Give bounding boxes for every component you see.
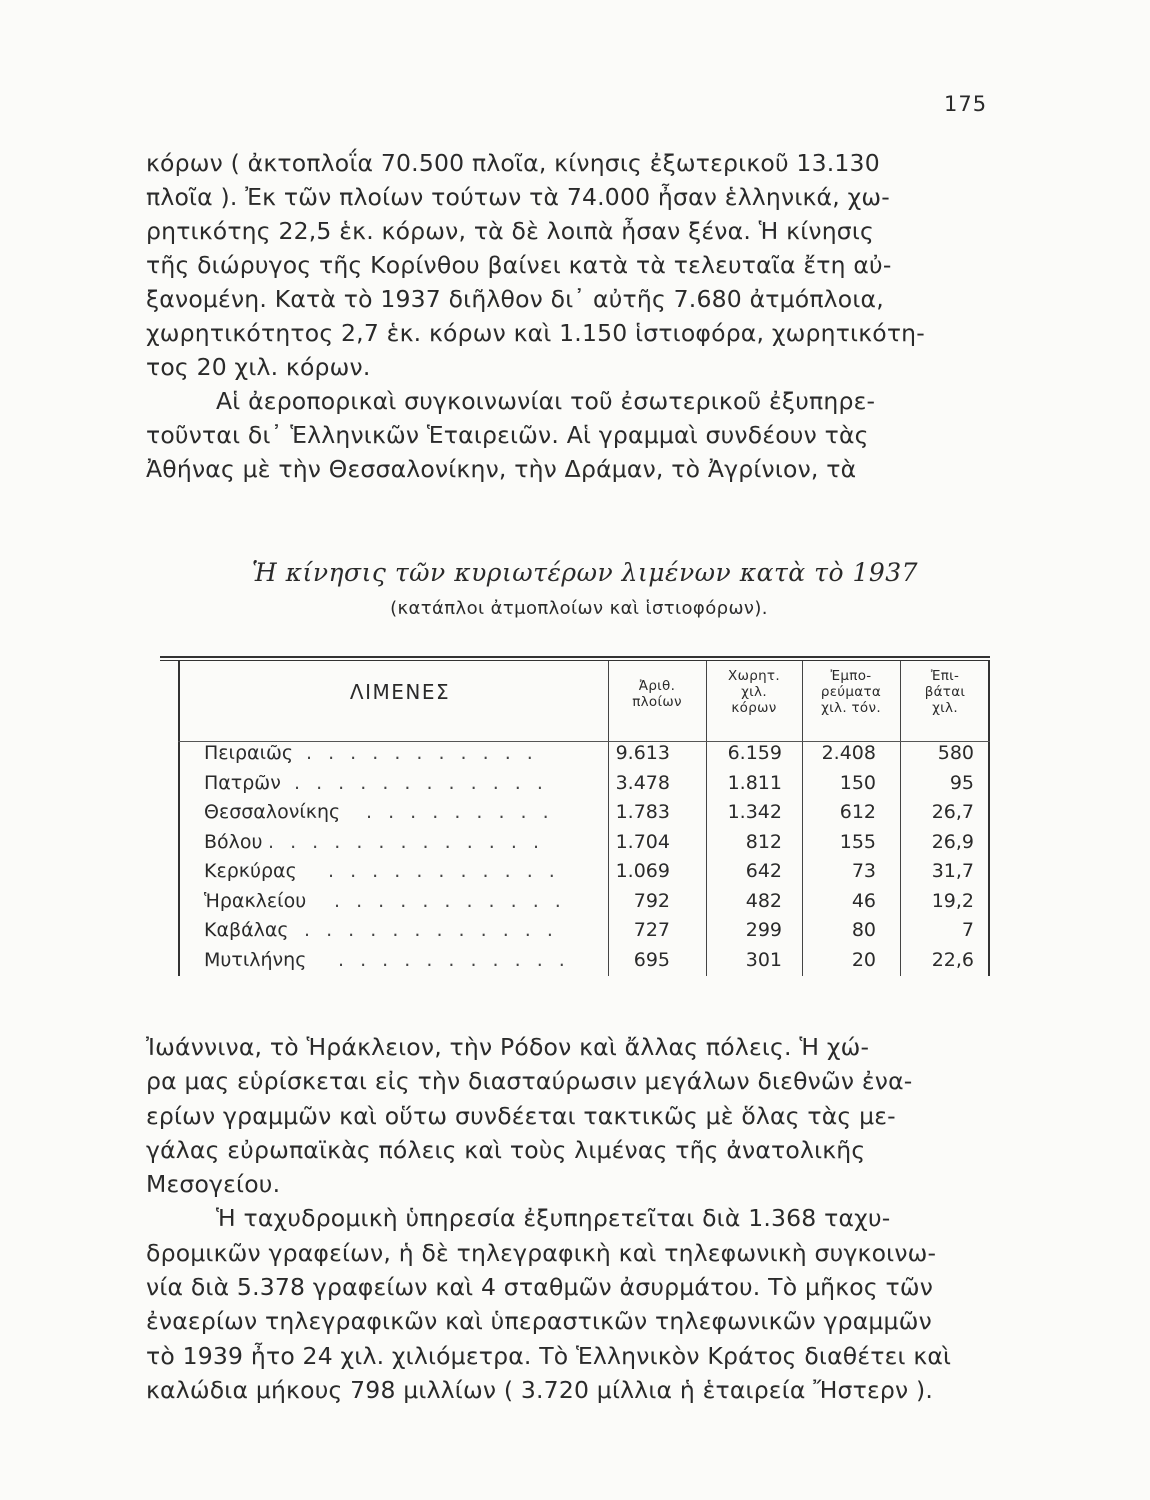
- passengers-value: 26,7: [931, 801, 974, 823]
- header-passengers: Ἐπι- βάται χιλ.: [924, 668, 966, 716]
- port-name: Πειραιῶς: [204, 742, 294, 764]
- port-name: Ἡρακλείου: [204, 889, 307, 912]
- ships-value: 727: [633, 919, 670, 941]
- header-goods: Ἐμπο- ρεύματα χιλ. τόν.: [820, 668, 882, 716]
- ships-value: 1.704: [615, 830, 670, 853]
- capacity-value: 301: [745, 948, 782, 971]
- table-subtitle: (κατάπλοι ἀτμοπλοίων καὶ ἱστιοφόρων).: [390, 598, 768, 619]
- goods-value: 73: [851, 860, 876, 882]
- table-row: [178, 919, 990, 949]
- capacity-value: 299: [745, 919, 782, 941]
- goods-value: 155: [839, 830, 876, 853]
- table-row: [178, 831, 990, 861]
- table-row: [178, 772, 990, 802]
- text-line: Αἱ ἀεροπορικαὶ συγκοινωνίαι τοῦ ἐσωτερικοῦ ἐξυπηρε-: [216, 387, 876, 415]
- text-line: ερίων γραμμῶν καὶ οὕτω συνδέεται τακτικῶς μὲ ὅλας τὰς με-: [146, 1101, 896, 1130]
- goods-value: 150: [839, 771, 876, 794]
- port-name: Πατρῶν: [204, 771, 281, 794]
- text-line: δρομικῶν γραφείων, ἡ δὲ τηλεγραφικὴ καὶ τηλεφωνικὴ συγκοινω-: [146, 1238, 937, 1267]
- leader-dots: . . . . . . . . . . . .: [294, 771, 548, 794]
- table-row: [178, 742, 990, 772]
- capacity-value: 812: [745, 830, 782, 853]
- passengers-value: 26,9: [931, 830, 974, 853]
- table-row: [178, 949, 990, 979]
- text-line: τοῦνται δι᾽ Ἑλληνικῶν Ἑταιρειῶν. Αἱ γραμμαὶ συνδέουν τὰς: [146, 421, 869, 449]
- ships-value: 3.478: [615, 771, 670, 794]
- header-ports: ΛΙΜΕΝΕΣ: [349, 680, 451, 704]
- goods-value: 2.408: [821, 742, 876, 764]
- ships-value: 9.613: [615, 742, 670, 764]
- table-title: Ἡ κίνησις τῶν κυριωτέρων λιμένων κατὰ τὸ 1937: [251, 558, 919, 587]
- ships-value: 1.783: [615, 801, 670, 823]
- header-ships: Ἀριθ. πλοίων: [632, 678, 682, 710]
- passengers-value: 7: [961, 919, 974, 941]
- text-line: ξανομένη. Κατὰ τὸ 1937 διῆλθον δι᾽ αὐτῆς 7.680 ἀτμόπλοια,: [146, 285, 884, 313]
- leader-dots: . . . . . . . . . . . .: [304, 919, 558, 941]
- passengers-value: 31,7: [931, 860, 974, 882]
- text-line: γάλας εὐρωπαϊκὰς πόλεις καὶ τοὺς λιμένας τῆς ἀνατολικῆς: [146, 1135, 866, 1164]
- leader-dots: . . . . . . . . .: [366, 801, 554, 823]
- capacity-value: 6.159: [727, 742, 782, 764]
- passengers-value: 580: [937, 742, 974, 764]
- capacity-value: 642: [745, 860, 782, 882]
- goods-value: 80: [851, 919, 876, 941]
- leader-dots: . . . . . . . . . . .: [338, 948, 570, 971]
- paragraph-top: [146, 146, 1010, 486]
- text-line: κόρων ( ἀκτοπλοΐα 70.500 πλοῖα, κίνησις ἐξωτερικοῦ 13.130: [146, 149, 880, 177]
- port-name: Θεσσαλονίκης: [204, 801, 341, 823]
- ships-value: 695: [633, 948, 670, 971]
- capacity-value: 1.342: [727, 801, 782, 823]
- text-line: Μεσογείου.: [146, 1170, 281, 1199]
- text-line: καλώδια μήκους 798 μιλλίων ( 3.720 μίλλια ἡ ἑταιρεία Ἤστερν ).: [146, 1375, 934, 1404]
- text-line: ρητικότης 22,5 ἑκ. κόρων, τὰ δὲ λοιπὰ ἦσαν ξένα. Ἡ κίνησις: [146, 217, 875, 245]
- text-line: ἐναερίων τηλεγραφικῶν καὶ ὑπεραστικῶν τηλεφωνικῶν γραμμῶν: [146, 1307, 932, 1336]
- leader-dots: . . . . . . . . . . .: [334, 889, 566, 912]
- passengers-value: 22,6: [931, 948, 974, 971]
- port-name: Βόλου: [204, 830, 263, 853]
- leader-dots: . . . . . . . . . . .: [328, 860, 560, 882]
- text-line: νία διὰ 5.378 γραφείων καὶ 4 σταθμῶν ἀσυρμάτου. Τὸ μῆκος τῶν: [146, 1273, 934, 1302]
- text-line: τῆς διώρυγος τῆς Κορίνθου βαίνει κατὰ τὰ τελευταῖα ἔτη αὐ-: [146, 251, 892, 279]
- port-name: Καβάλας: [204, 919, 289, 941]
- page-number: 175: [944, 92, 988, 116]
- text-line: χωρητικότητος 2,7 ἑκ. κόρων καὶ 1.150 ἱστιοφόρα, χωρητικότη-: [146, 319, 925, 347]
- text-line: τος 20 χιλ. κόρων.: [146, 353, 371, 381]
- header-capacity: Χωρητ. χιλ. κόρων: [728, 668, 780, 716]
- text-line: Ἀθήνας μὲ τὴν Θεσσαλονίκην, τὴν Δράμαν, τὸ Ἀγρίνιον, τὰ: [146, 455, 857, 483]
- text-line: Ἰωάννινα, τὸ Ἡράκλειον, τὴν Ρόδον καὶ ἄλλας πόλεις. Ἡ χώ-: [146, 1033, 870, 1061]
- ships-value: 792: [633, 889, 670, 912]
- port-name: Μυτιλήνης: [204, 948, 307, 971]
- table-row: [178, 801, 990, 831]
- ships-value: 1.069: [615, 860, 670, 882]
- leader-dots: . . . . . . . . . . .: [306, 742, 538, 764]
- ports-table: [160, 656, 990, 976]
- passengers-value: 19,2: [931, 889, 974, 912]
- capacity-value: 482: [745, 889, 782, 912]
- port-name: Κερκύρας: [204, 860, 297, 882]
- table-row: [178, 890, 990, 920]
- goods-value: 612: [839, 801, 876, 823]
- text-line: πλοῖα ). Ἐκ τῶν πλοίων τούτων τὰ 74.000 ἦσαν ἑλληνικά, χω-: [146, 183, 890, 211]
- goods-value: 20: [851, 948, 876, 971]
- text-line: τὸ 1939 ἦτο 24 χιλ. χιλιόμετρα. Τὸ Ἑλληνικὸν Κράτος διαθέτει καὶ: [146, 1341, 952, 1370]
- passengers-value: 95: [949, 771, 974, 794]
- table-row: [178, 860, 990, 890]
- paragraph-bottom: [146, 1030, 1010, 1407]
- table-top-rule: [160, 656, 990, 661]
- text-line: Ἡ ταχυδρομικὴ ὑπηρεσία ἐξυπηρετεῖται διὰ 1.368 ταχυ-: [216, 1204, 891, 1233]
- text-line: ρα μας εὑρίσκεται εἰς τὴν διασταύρωσιν μεγάλων διεθνῶν ἐνα-: [146, 1067, 913, 1096]
- leader-dots: . . . . . . . . . . . . .: [268, 830, 544, 853]
- capacity-value: 1.811: [727, 771, 782, 794]
- goods-value: 46: [851, 889, 876, 912]
